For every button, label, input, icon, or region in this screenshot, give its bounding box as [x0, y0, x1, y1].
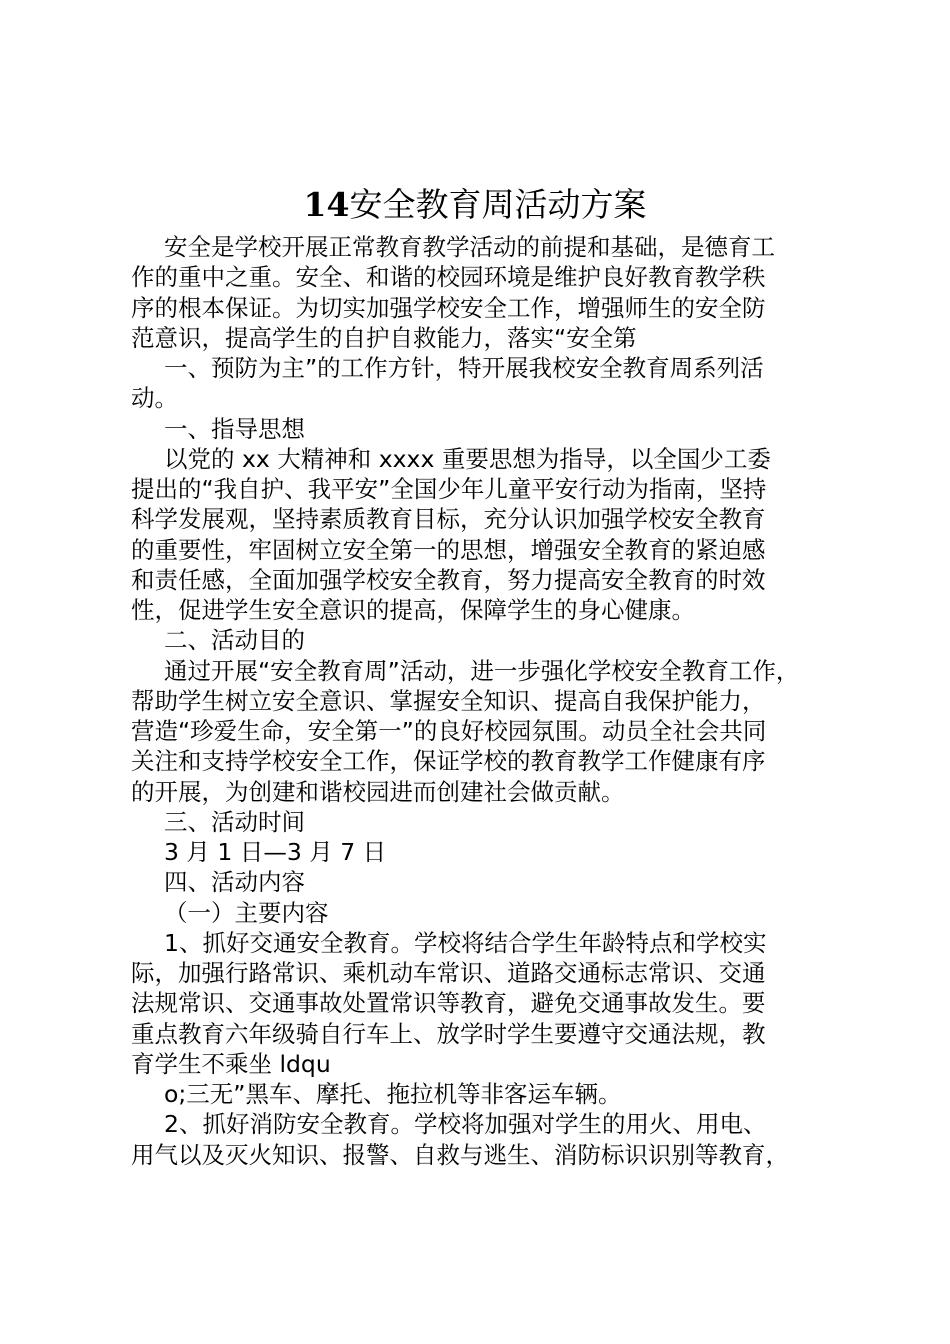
text-line: 育学生不乘坐 ldqu — [131, 1049, 331, 1078]
text-line: 和责任感，全面加强学校安全教育，努力提高安全教育的时效 — [131, 565, 766, 594]
text-line: 一、预防为主”的工作方针，特开展我校安全教育周系列活 — [164, 354, 764, 382]
title-text: 安全教育周活动方案 — [349, 185, 647, 224]
text-line: 范意识，提高学生的自护自救能力，落实“安全第 — [131, 323, 637, 352]
text-line: 用气以及灭火知识、报警、自救与逃生、消防标识识别等教育， — [131, 1140, 789, 1169]
text-line: 的开展，为创建和谐校园进而创建社会做贡献。 — [131, 777, 625, 806]
text-line: 营造“珍爱生命，安全第一”的良好校园氛围。动员全社会共同 — [131, 717, 767, 745]
text-line: （一）主要内容 — [164, 898, 329, 927]
text-line: 以党的 xx 大精神和 xxxx 重要思想为指导，以全国少工委 — [164, 444, 771, 473]
text-line: 性，促进学生安全意识的提高，保障学生的身心健康。 — [131, 596, 695, 624]
text-line: 序的根本保证。为切实加强学校安全工作，增强师生的安全防 — [131, 293, 766, 322]
text-line: 三、活动时间 — [164, 807, 305, 836]
page-title — [0, 180, 950, 230]
text-line: 动。 — [131, 384, 178, 413]
text-line: 通过开展“安全教育周”活动，进一步强化学校安全教育工作， — [164, 656, 800, 685]
text-line: 科学发展观，坚持素质教育目标，充分认识加强学校安全教育 — [131, 505, 766, 534]
text-line: 重点教育六年级骑自行车上、放学时学生要遵守交通法规，教 — [131, 1019, 766, 1048]
title-number: 14 — [303, 185, 350, 224]
text-line: 2、抓好消防安全教育。学校将加强对学生的用火、用电、 — [164, 1110, 767, 1139]
document-body — [131, 232, 851, 1170]
text-line: 四、活动内容 — [164, 868, 305, 897]
text-line: 提出的“我自护、我平安”全国少年儿童平安行动为指南，坚持 — [131, 475, 767, 503]
text-line: 一、指导思想 — [164, 414, 305, 443]
text-line: 安全是学校开展正常教育教学活动的前提和基础，是德育工 — [164, 233, 775, 261]
text-line: 作的重中之重。安全、和谐的校园环境是维护良好教育教学秩 — [131, 263, 766, 292]
text-line: 3 月 1 日—3 月 7 日 — [164, 838, 387, 866]
text-line: 关注和支持学校安全工作，保证学校的教育教学工作健康有序 — [131, 747, 766, 776]
text-line: 际，加强行路常识、乘机动车常识、道路交通标志常识、交通 — [131, 959, 766, 987]
text-line: o;三无”黑车、摩托、拖拉机等非客运车辆。 — [164, 1080, 622, 1108]
text-line: 的重要性，牢固树立安全第一的思想，增强安全教育的紧迫感 — [131, 535, 766, 564]
text-line: 法规常识、交通事故处置常识等教育，避免交通事故发生。要 — [131, 989, 766, 1018]
text-line: 二、活动目的 — [164, 626, 305, 655]
text-line: 1、抓好交通安全教育。学校将结合学生年龄特点和学校实 — [164, 928, 767, 957]
text-line: 帮助学生树立安全意识、掌握安全知识、提高自我保护能力， — [131, 686, 766, 715]
